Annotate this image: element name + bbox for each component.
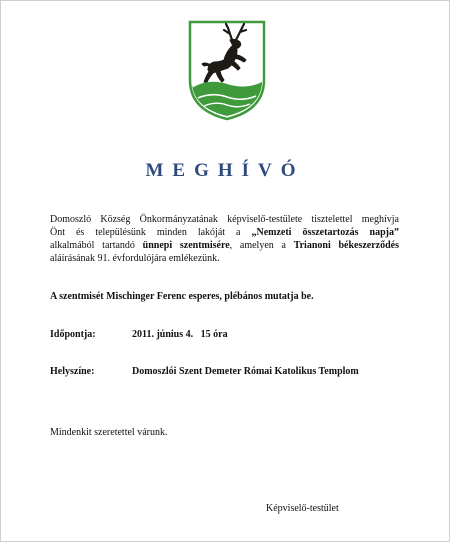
paragraph-line-3: alkalmából tartandó ünnepi szentmisére, amelyen a Trianoni békeszerződés	[50, 240, 400, 251]
invitation-paragraph	[50, 213, 399, 265]
paragraph-line-2: Önt és településünk minden lakóját a „Nemzeti összetartozás napja”	[50, 227, 399, 238]
coat-of-arms-crest	[186, 18, 268, 122]
event-name: „Nemzeti összetartozás napja”	[251, 227, 399, 238]
mass-text: ünnepi szentmisére	[142, 240, 230, 251]
presenter-line: A szentmisét Mischinger Ferenc esperes, plébános mutatja be.	[50, 291, 314, 302]
page-title: MEGHÍVÓ	[145, 160, 305, 181]
time-label: Időpontja:	[50, 329, 96, 340]
place-label: Helyszíne:	[50, 366, 95, 377]
time-value: 2011. június 4. 15 óra	[132, 329, 228, 340]
signature: Képviselő-testület	[266, 503, 339, 514]
greeting: Mindenkit szeretettel várunk.	[50, 427, 168, 438]
place-value: Domoszlói Szent Demeter Római Katolikus Templom	[132, 366, 359, 377]
treaty-text: Trianoni békeszerződés	[293, 240, 400, 251]
paragraph-line-4: aláírásának 91. évfordulójára emlékezünk.	[50, 253, 220, 264]
paragraph-line-1: Domoszló Község Önkormányzatának képviselő-testülete tisztelettel meghívja	[50, 214, 399, 225]
